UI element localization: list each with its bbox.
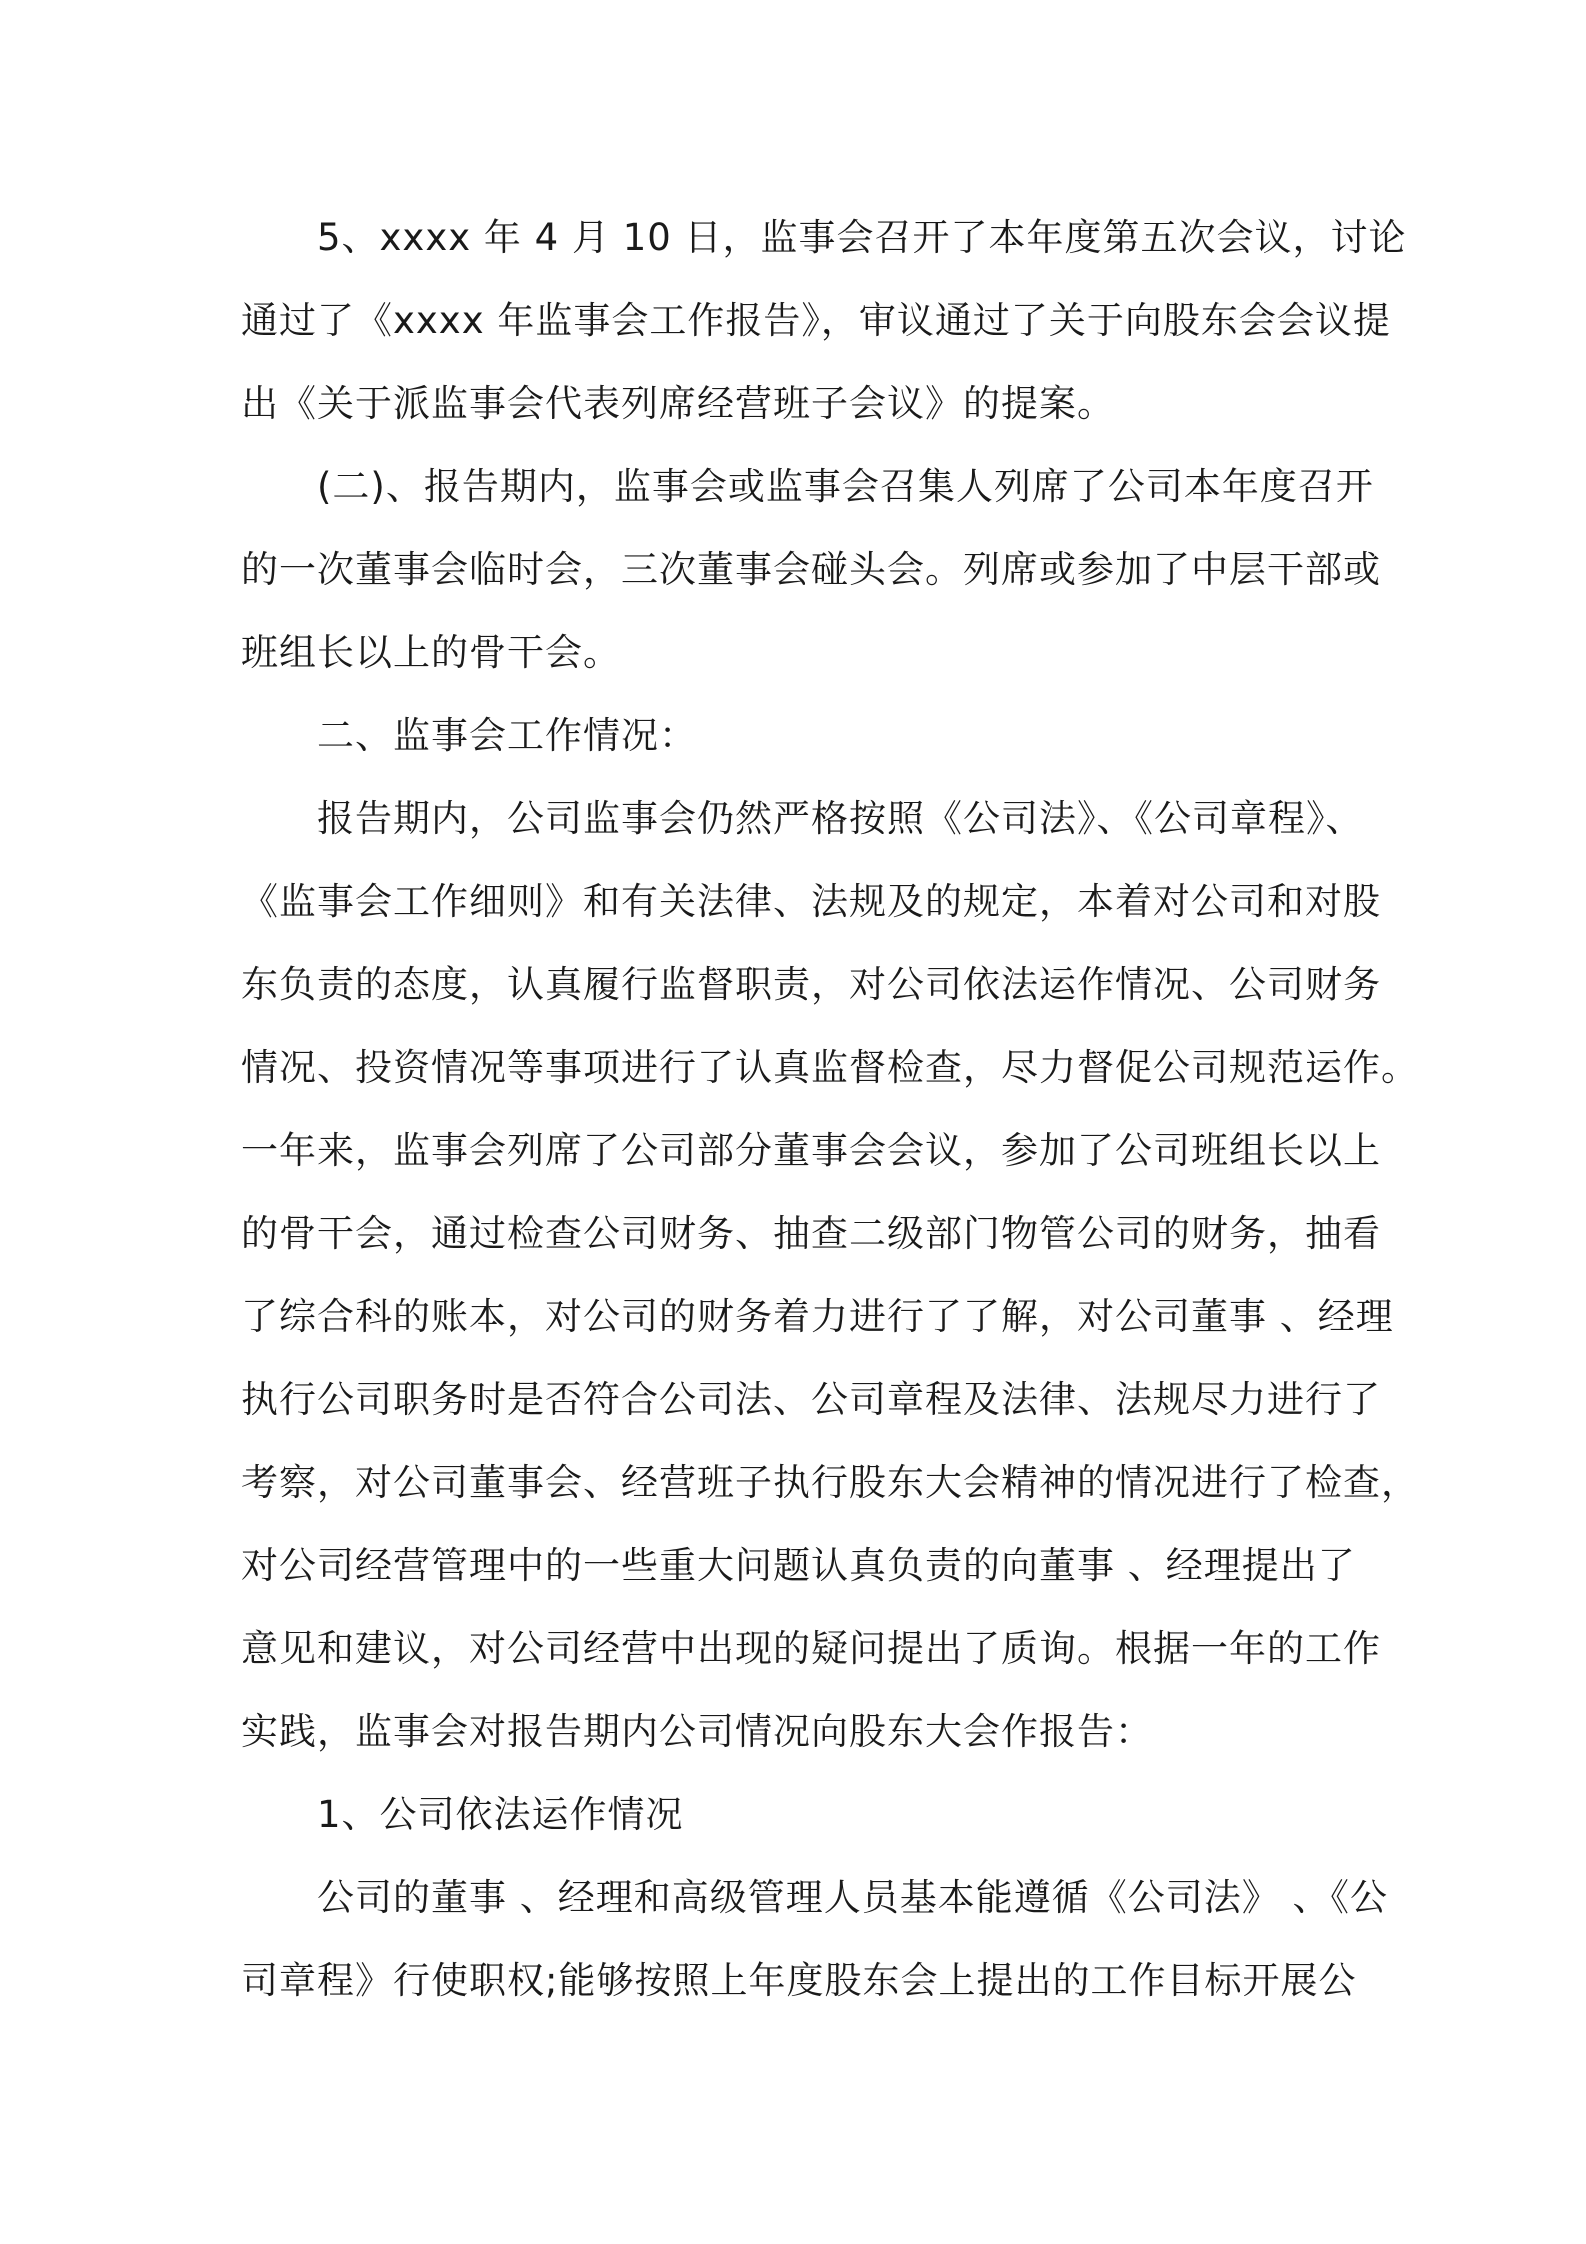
work-paragraph-line-5: 一年来，监事会列席了公司部分董事会会议，参加了公司班组长以上 bbox=[241, 1129, 1381, 1172]
work-paragraph-line-1: 报告期内，公司监事会仍然严格按照《公司法》、《公司章程》、 bbox=[317, 797, 1364, 840]
section-2-paragraph-line-1: (二)、报告期内，监事会或监事会召集人列席了公司本年度召开 bbox=[317, 465, 1374, 508]
paragraph-5-line-2: 通过了《xxxx 年监事会工作报告》，审议通过了关于向股东会会议提 bbox=[241, 299, 1391, 342]
work-paragraph-line-3: 东负责的态度，认真履行监督职责，对公司依法运作情况、公司财务 bbox=[241, 963, 1381, 1006]
work-paragraph-line-4: 情况、投资情况等事项进行了认真监督检查，尽力督促公司规范运作。 bbox=[241, 1046, 1419, 1089]
work-paragraph-line-8: 执行公司职务时是否符合公司法、公司章程及法律、法规尽力进行了 bbox=[241, 1378, 1381, 1421]
section-heading-supervisory-work: 二、监事会工作情况： bbox=[317, 714, 697, 757]
work-paragraph-line-11: 意见和建议，对公司经营中出现的疑问提出了质询。根据一年的工作 bbox=[241, 1627, 1381, 1670]
legal-paragraph-line-1: 公司的董事 、经理和高级管理人员基本能遵循《公司法》 、《公 bbox=[317, 1876, 1389, 1919]
work-paragraph-line-10: 对公司经营管理中的一些重大问题认真负责的向董事 、经理提出了 bbox=[241, 1544, 1356, 1587]
work-paragraph-line-2: 《监事会工作细则》和有关法律、法规及的规定，本着对公司和对股 bbox=[241, 880, 1381, 923]
section-2-paragraph-line-3: 班组长以上的骨干会。 bbox=[241, 631, 621, 674]
paragraph-5-line-1: 5、xxxx 年 4 月 10 日，监事会召开了本年度第五次会议，讨论 bbox=[317, 216, 1407, 259]
section-2-paragraph-line-2: 的一次董事会临时会，三次董事会碰头会。列席或参加了中层干部或 bbox=[241, 548, 1381, 591]
work-paragraph-line-6: 的骨干会，通过检查公司财务、抽查二级部门物管公司的财务，抽看 bbox=[241, 1212, 1381, 1255]
subheading-legal-operation: 1、公司依法运作情况 bbox=[317, 1793, 684, 1836]
work-paragraph-line-12: 实践，监事会对报告期内公司情况向股东大会作报告： bbox=[241, 1710, 1153, 1753]
paragraph-5-line-3: 出《关于派监事会代表列席经营班子会议》的提案。 bbox=[241, 382, 1115, 425]
work-paragraph-line-9: 考察，对公司董事会、经营班子执行股东大会精神的情况进行了检查， bbox=[241, 1461, 1419, 1504]
work-paragraph-line-7: 了综合科的账本，对公司的财务着力进行了了解，对公司董事 、经理 bbox=[241, 1295, 1394, 1338]
document-body bbox=[241, 196, 1419, 2022]
legal-paragraph-line-2: 司章程》行使职权;能够按照上年度股东会上提出的工作目标开展公 bbox=[241, 1959, 1357, 2002]
